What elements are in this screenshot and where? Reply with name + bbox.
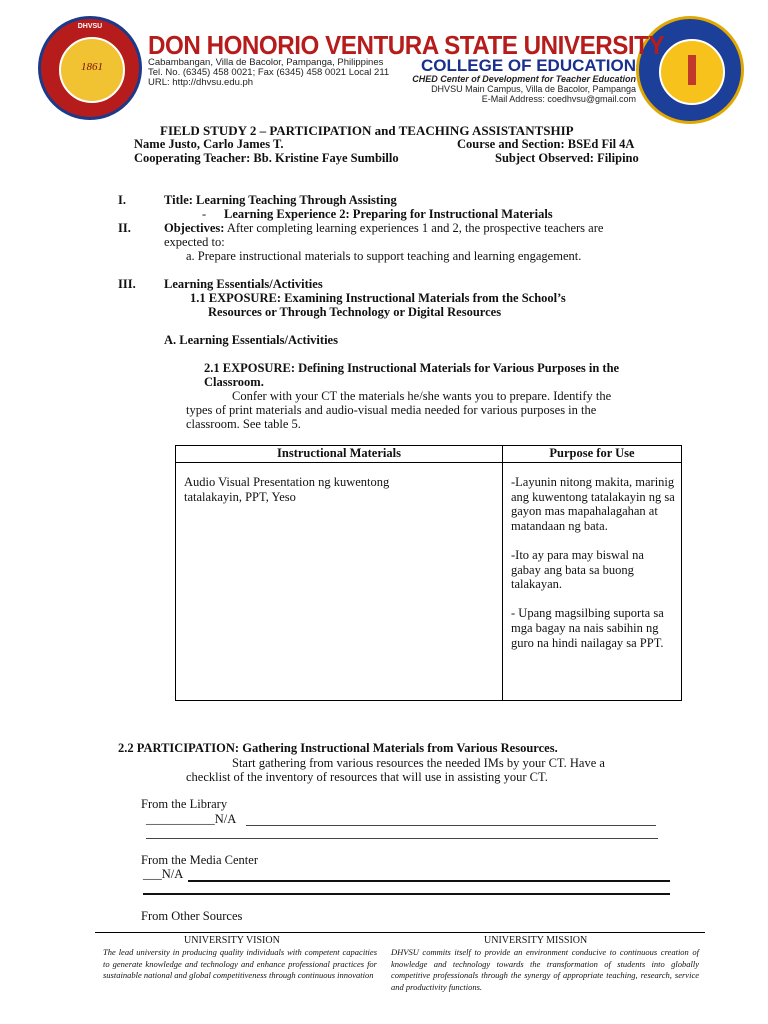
participation-para-1: Start gathering from various resources the needed IMs by your CT. Have a bbox=[232, 756, 605, 770]
exposure-1-1-line-2: Resources or Through Technology or Digital Resources bbox=[208, 305, 502, 319]
college-seal-inner bbox=[659, 39, 725, 105]
purpose-3: - Upang magsilbing suporta sa mga bagay na nais sabihin ng guro na hindi nailagay sa PPT. bbox=[511, 606, 664, 650]
document-title: FIELD STUDY 2 – PARTICIPATION and TEACHING ASSISTANTSHIP bbox=[160, 123, 574, 138]
table-header-purpose: Purpose for Use bbox=[503, 446, 682, 463]
objectives-text-2: expected to: bbox=[164, 235, 225, 249]
section-1-dash: - bbox=[202, 207, 207, 221]
seal-inner bbox=[59, 37, 125, 103]
objectives-label: Objectives: bbox=[164, 221, 225, 235]
seal-ring-text: DHVSU bbox=[77, 23, 103, 30]
purpose-cell bbox=[503, 463, 682, 701]
media-center-label: From the Media Center bbox=[141, 853, 258, 867]
participation-heading-text: Gathering Instructional Materials from Various Resources. bbox=[239, 741, 558, 755]
section-1-subtitle: Learning Experience 2: Preparing for Instructional Materials bbox=[224, 207, 553, 221]
mission-title: UNIVERSITY MISSION bbox=[484, 935, 588, 946]
subject-observed: Subject Observed: Filipino bbox=[495, 151, 639, 165]
footer-rule bbox=[95, 932, 705, 933]
media-center-value: ___N/A bbox=[143, 867, 184, 881]
library-answer-line-1 bbox=[246, 825, 656, 826]
library-value: ___________N/A bbox=[146, 812, 237, 826]
purpose-1: -Layunin nitong makita, marinig ang kuwentong tatalakayin ng sa gayon mas mapahalagahan at matandaan ng bata. bbox=[511, 475, 675, 533]
ched-line: CHED Center of Development for Teacher Education bbox=[412, 74, 636, 84]
section-2-number: II. bbox=[118, 221, 131, 235]
torch-icon bbox=[688, 55, 696, 85]
media-answer-line-2 bbox=[143, 893, 670, 895]
purpose-2: -Ito ay para may biswal na gabay ang bata sa buong talakayan. bbox=[511, 547, 644, 592]
table-header-row bbox=[176, 446, 682, 463]
address-line-2: Tel. No. (6345) 458 0021; Fax (6345) 458 0021 Local 211 bbox=[148, 67, 390, 78]
section-1-title: Title: Learning Teaching Through Assisting bbox=[164, 193, 397, 207]
participation-para-2: checklist of the inventory of resources that will use in assisting your CT. bbox=[186, 770, 548, 784]
university-seal-logo bbox=[38, 16, 142, 120]
university-name: DON HONORIO VENTURA STATE UNIVERSITY bbox=[148, 30, 665, 60]
library-label: From the Library bbox=[141, 797, 228, 811]
cooperating-teacher: Cooperating Teacher: Bb. Kristine Faye Sumbillo bbox=[134, 151, 399, 165]
exposure-2-1-para-1: Confer with your CT the materials he/she wants you to prepare. Identify the bbox=[232, 389, 612, 403]
participation-heading bbox=[118, 741, 558, 756]
table-row bbox=[176, 463, 682, 701]
address-line-1: Cabambangan, Villa de Bacolor, Pampanga, Philippines bbox=[148, 57, 384, 68]
mission-text: DHVSU commits itself to provide an environment conducive to continuous creation of knowledge and technology towards the transformation of students into globally competitive professionals through the synergy of appropriate teaching, research, service and productivity functions. bbox=[391, 947, 699, 992]
materials-cell bbox=[176, 463, 503, 701]
other-sources-label: From Other Sources bbox=[141, 909, 243, 923]
subsection-a-heading: A. Learning Essentials/Activities bbox=[164, 333, 338, 347]
instructional-materials-table bbox=[175, 445, 682, 701]
url-line: URL: http://dhvsu.edu.ph bbox=[148, 77, 254, 88]
exposure-2-1-para-3: classroom. See table 5. bbox=[186, 417, 301, 431]
seal-year: 1861 bbox=[81, 61, 103, 73]
section-3-title: Learning Essentials/Activities bbox=[164, 277, 323, 291]
college-name: COLLEGE OF EDUCATION bbox=[421, 56, 637, 75]
exposure-2-1-para-2: types of print materials and audio-visual media needed for various purposes in the bbox=[186, 403, 597, 417]
materials-line-2: tatalakayin, PPT, Yeso bbox=[184, 489, 296, 504]
vision-text: The lead university in producing quality individuals with competent capacities to generate knowledge and technology and enhance professional practices for sustainable national and global competitiveness through continuous innovation bbox=[103, 947, 377, 980]
campus-line: DHVSU Main Campus, Villa de Bacolor, Pampanga bbox=[431, 84, 636, 94]
objectives-text: After completing learning experiences 1 and 2, the prospective teachers are bbox=[224, 221, 604, 235]
participation-heading-label: 2.2 PARTICIPATION: bbox=[118, 741, 240, 755]
section-1-number: I. bbox=[118, 193, 126, 207]
email-line: E-Mail Address: coedhvsu@gmail.com bbox=[481, 94, 636, 104]
course-section: Course and Section: BSEd Fil 4A bbox=[457, 137, 635, 151]
table-header-materials: Instructional Materials bbox=[176, 446, 503, 463]
section-3-number: III. bbox=[118, 277, 136, 291]
objectives-line bbox=[164, 221, 603, 236]
objective-item-a: a. Prepare instructional materials to support teaching and learning engagement. bbox=[186, 249, 582, 263]
library-answer-line-2 bbox=[146, 838, 658, 839]
exposure-1-1-line-1: 1.1 EXPOSURE: Examining Instructional Materials from the School’s bbox=[190, 291, 566, 305]
student-name: Name Justo, Carlo James T. bbox=[134, 137, 284, 151]
vision-title: UNIVERSITY VISION bbox=[184, 935, 280, 946]
exposure-2-1-line-2: Classroom. bbox=[204, 375, 264, 389]
media-answer-line-1 bbox=[188, 880, 670, 882]
exposure-2-1-line-1: 2.1 EXPOSURE: Defining Instructional Materials for Various Purposes in the bbox=[204, 361, 620, 375]
materials-line-1: Audio Visual Presentation ng kuwentong bbox=[184, 475, 390, 489]
